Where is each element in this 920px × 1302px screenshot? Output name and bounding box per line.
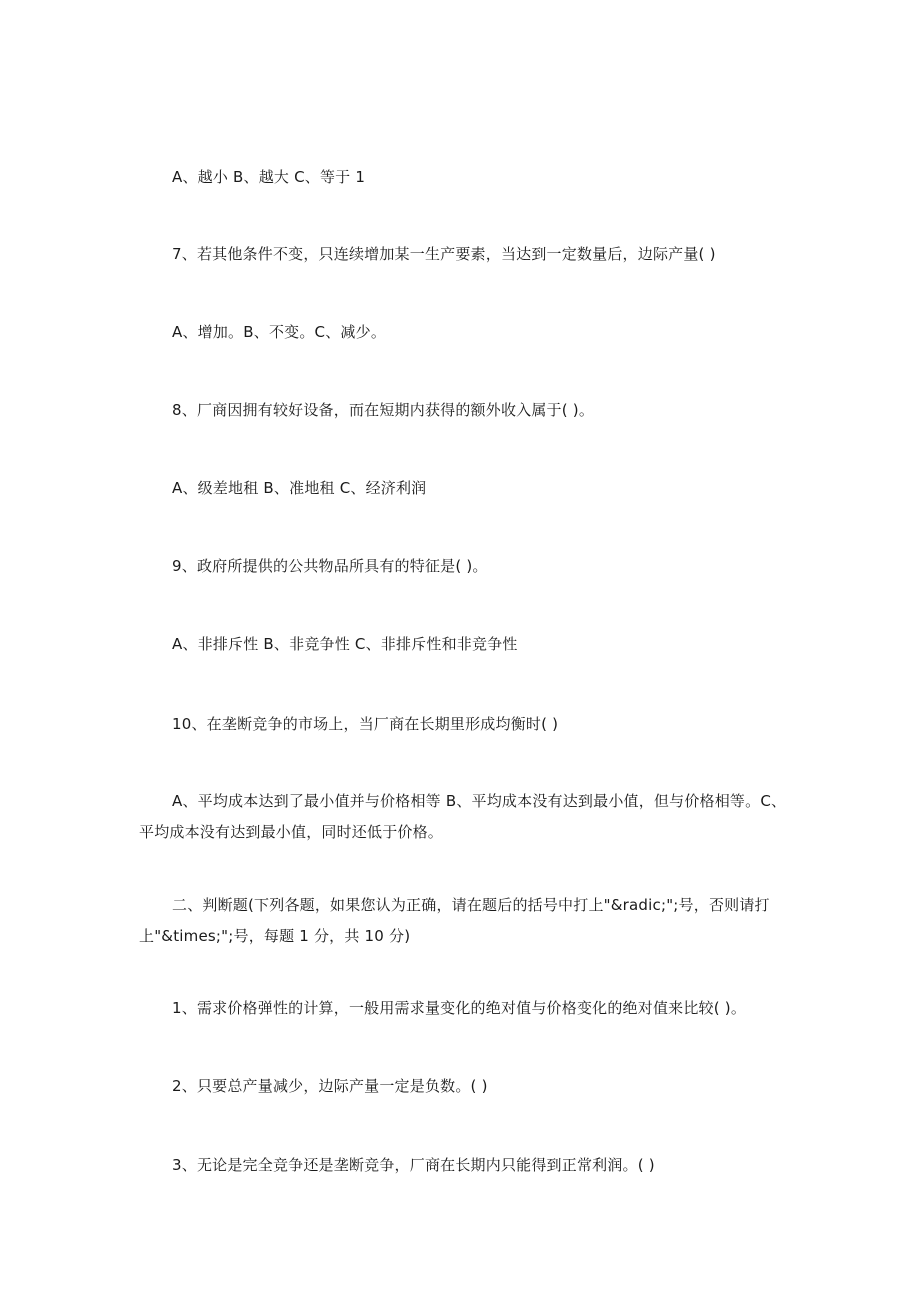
- q7-question: 7、若其他条件不变，只连续增加某一生产要素，当达到一定数量后，边际产量( ): [172, 245, 716, 263]
- q9-question: 9、政府所提供的公共物品所具有的特征是( )。: [172, 557, 488, 575]
- judgement-q1: 1、需求价格弹性的计算，一般用需求量变化的绝对值与价格变化的绝对值来比较( )。: [172, 999, 747, 1017]
- q8-options: A、级差地租 B、准地租 C、经济利润: [172, 479, 427, 497]
- q6-options: A、越小 B、越大 C、等于 1: [172, 168, 366, 186]
- q9-options: A、非排斥性 B、非竞争性 C、非排斥性和非竞争性: [172, 635, 518, 653]
- q8-question: 8、厂商因拥有较好设备，而在短期内获得的额外收入属于( )。: [172, 401, 595, 419]
- q7-options: A、增加。B、不变。C、减少。: [172, 323, 387, 341]
- q10-question: 10、在垄断竞争的市场上，当厂商在长期里形成均衡时( ): [172, 715, 559, 733]
- judgement-q3: 3、无论是完全竞争还是垄断竞争，厂商在长期内只能得到正常利润。( ): [172, 1156, 655, 1174]
- section-two-heading: 二、判断题(下列各题，如果您认为正确，请在题后的括号中打上"&radic;";号，否则请打上"&times;";号，每题 1 分，共 10 分): [139, 896, 770, 945]
- judgement-q2: 2、只要总产量减少，边际产量一定是负数。( ): [172, 1077, 488, 1095]
- q10-options: A、平均成本达到了最小值并与价格相等 B、平均成本没有达到最小值，但与价格相等。C、平均成本没有达到最小值，同时还低于价格。: [139, 792, 787, 841]
